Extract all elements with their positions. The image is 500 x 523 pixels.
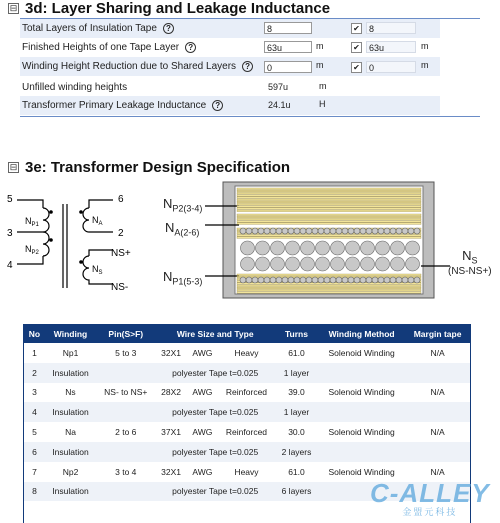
wire-turn [294,277,300,283]
unit-label: m [316,60,324,70]
table-row: 1 Np1 5 to 3 32X1 AWG Heavy 61.0 Solenoid Winding N/A [32,347,445,358]
col-header: Winding [45,325,96,343]
wire-turn [276,228,282,234]
wire-turn [282,277,288,283]
wire-turn [288,228,294,234]
section-title: 3d: Layer Sharing and Leakage Inductance [25,0,331,17]
wire-turn [406,241,420,255]
param-row-height-reduction [20,57,440,76]
coil-label-np2: $N_{P2}$ [25,244,39,256]
tape-layer [237,287,421,289]
tape-layer [237,197,421,199]
computed-value: 24.1u [268,100,291,110]
wire-turn [330,228,336,234]
wire-turn [378,277,384,283]
wire-turn [286,257,300,271]
collapse-toggle[interactable]: ⊟ [9,162,18,172]
wire-turn [402,228,408,234]
wire-turn [331,257,345,271]
wire-turn [376,257,390,271]
coil-label-na: $N_A$ [92,215,103,227]
wire-turn [256,257,270,271]
param-row-leakage-inductance [20,96,440,115]
override-checkbox[interactable]: ✔ [351,42,362,53]
col-header: Pin(S>F) [96,325,155,343]
table-row: 6 Insulation polyester Tape t=0.025 2 layers [24,442,470,462]
tape-layer [237,218,421,220]
wire-turn [376,241,390,255]
winding-cross-section [205,180,450,300]
table-row: 3 Ns NS- to NS+ 28X2 AWG Reinforced 39.0 Solenoid Winding N/A [32,387,445,398]
table-row: 2 Insulation polyester Tape t=0.025 1 layer [24,363,470,383]
help-icon[interactable]: ? [242,61,253,72]
wire-turn [390,277,396,283]
pin-label: 6 [118,194,124,205]
wire-turn [408,277,414,283]
wire-turn [342,228,348,234]
wire-turn [414,228,420,234]
col-header: Wire Size and Type [155,325,274,343]
pin-label: 5 [7,194,13,205]
wire-turn [408,228,414,234]
wire-turn [318,277,324,283]
layer-label-ns: $N_S$ (NS-NS+) [448,248,492,277]
tape-layer [237,214,421,216]
wire-turn [402,277,408,283]
wire-turn [258,277,264,283]
help-icon[interactable]: ? [185,42,196,53]
computed-value: 597u [268,82,289,92]
wire-turn [346,257,360,271]
wire-turn [286,241,300,255]
unit-label: m [421,60,429,70]
wire-turn [312,228,318,234]
help-icon[interactable]: ? [212,100,223,111]
wire-turn [252,277,258,283]
wire-turn [330,277,336,283]
wire-turn [246,277,252,283]
wire-turn [240,228,246,234]
wire-turn [414,277,420,283]
wire-turn [366,277,372,283]
col-header: Margin tape [405,325,470,343]
wire-turn [241,241,255,255]
tape-layer [237,201,421,203]
wire-turn [331,241,345,255]
tape-layer [237,208,421,210]
wire-turn [324,277,330,283]
wire-turn [348,228,354,234]
wire-turn [271,241,285,255]
wire-turn [276,277,282,283]
wire-turn [301,257,315,271]
param-label: Winding Height Reduction due to Shared Layers [22,61,237,72]
unit-label: m [316,41,324,51]
wire-turn [372,277,378,283]
wire-turn [354,228,360,234]
wire-turn [258,228,264,234]
tape-layer [237,285,421,287]
wire-turn [336,228,342,234]
table-header-row [24,325,470,343]
result-field: 63u [366,41,416,53]
table-row: 8 Insulation polyester Tape t=0.025 6 layers [24,482,470,502]
tape-layer [237,206,421,208]
tape-layer [237,190,421,192]
param-row-tape-height [20,38,440,57]
wire-turn [396,228,402,234]
table-row: 5 Na 2 to 6 37X1 AWG Reinforced 30.0 Solenoid Winding N/A [32,427,445,438]
pin-label: NS+ [111,248,131,259]
result-field: 0 [366,61,416,73]
override-checkbox[interactable]: ✔ [351,62,362,73]
wire-turn [354,277,360,283]
tape-layer [237,223,421,225]
wire-turn [378,228,384,234]
table-row: 7 Np2 3 to 4 32X1 AWG Heavy 61.0 Solenoid Winding N/A [32,466,445,477]
section-3d-header [8,0,330,17]
wire-turn [300,277,306,283]
param-input[interactable]: 63u [264,41,312,53]
wire-turn [336,277,342,283]
wire-turn [288,277,294,283]
override-checkbox[interactable]: ✔ [351,23,362,34]
tape-layer [237,203,421,205]
wire-turn [270,228,276,234]
wire-turn [270,277,276,283]
tape-layer [237,199,421,201]
pin-label: 2 [118,228,124,239]
tape-layer [237,210,421,212]
wire-turn [360,228,366,234]
wire-turn [391,241,405,255]
tape-layer [237,289,421,291]
pin-label: 4 [7,260,13,271]
wire-turn [264,277,270,283]
param-input[interactable]: 8 [264,22,312,34]
wire-turn [264,228,270,234]
table-row: 4 Insulation polyester Tape t=0.025 1 layer [24,402,470,422]
wire-turn [348,277,354,283]
wire-turn [324,228,330,234]
pin-label: NS- [111,282,129,293]
tape-layer [237,216,421,218]
unit-label: m [421,41,429,51]
col-header: No [24,325,45,343]
tape-layer [237,237,421,239]
wire-turn [366,228,372,234]
tape-layer [237,292,421,294]
wire-turn [384,277,390,283]
layer-label-na: $N_{A(2-6)}$ [165,220,200,238]
param-label: Unfilled winding heights [22,82,128,93]
tape-layer [237,195,421,197]
param-label: Total Layers of Insulation Tape [22,23,157,34]
param-input[interactable]: 0 [264,61,312,73]
wire-turn [342,277,348,283]
layer-label-np2: $N_{P2(3-4)}$ [163,196,203,214]
param-label: Finished Heights of one Tape Layer [22,42,180,53]
wire-turn [300,228,306,234]
layer-label-np1: $N_{P1(5-3)}$ [163,269,203,287]
transformer-schematic [5,190,145,300]
wire-turn [282,228,288,234]
tape-layer [237,274,421,276]
wire-turn [318,228,324,234]
wire-turn [406,257,420,271]
wire-turn [301,241,315,255]
wire-turn [252,228,258,234]
col-header: Turns [275,325,318,343]
collapse-toggle[interactable]: ⊟ [9,3,18,13]
wire-turn [294,228,300,234]
wire-turn [316,241,330,255]
unit-label: m [319,81,327,91]
wire-turn [396,277,402,283]
coil-label-ns: $N_S$ [92,264,103,276]
wire-turn [271,257,285,271]
brand-watermark [370,478,490,518]
section-3e-header [8,159,290,176]
wire-turn [346,241,360,255]
wire-turn [312,277,318,283]
help-icon[interactable]: ? [163,23,174,34]
tape-layer [237,235,421,237]
tape-layer [237,188,421,190]
wire-turn [246,228,252,234]
watermark-cn: 金盟元科技 [402,507,458,517]
wire-turn [306,228,312,234]
divider [20,116,480,117]
wire-turn [240,277,246,283]
wire-turn [241,257,255,271]
tape-layer [237,221,421,223]
coil-label-np1: $N_{P1}$ [25,216,39,228]
wire-turn [390,228,396,234]
col-header: Winding Method [318,325,405,343]
wire-turn [384,228,390,234]
wire-turn [361,257,375,271]
wire-turn [306,277,312,283]
wire-turn [360,277,366,283]
wire-turn [372,228,378,234]
tape-layer [237,192,421,194]
wire-turn [391,257,405,271]
param-label: Transformer Primary Leakage Inductance [22,100,207,111]
unit-label: H [319,99,326,109]
wire-turn [316,257,330,271]
wire-turn [256,241,270,255]
wire-turn [361,241,375,255]
section-title: 3e: Transformer Design Specification [25,159,291,176]
watermark-logo: C-ALLEY [370,478,490,508]
param-row-unfilled-height [20,78,440,97]
result-field: 8 [366,22,416,34]
param-row-total-layers [20,19,440,38]
pin-label: 3 [7,228,13,239]
